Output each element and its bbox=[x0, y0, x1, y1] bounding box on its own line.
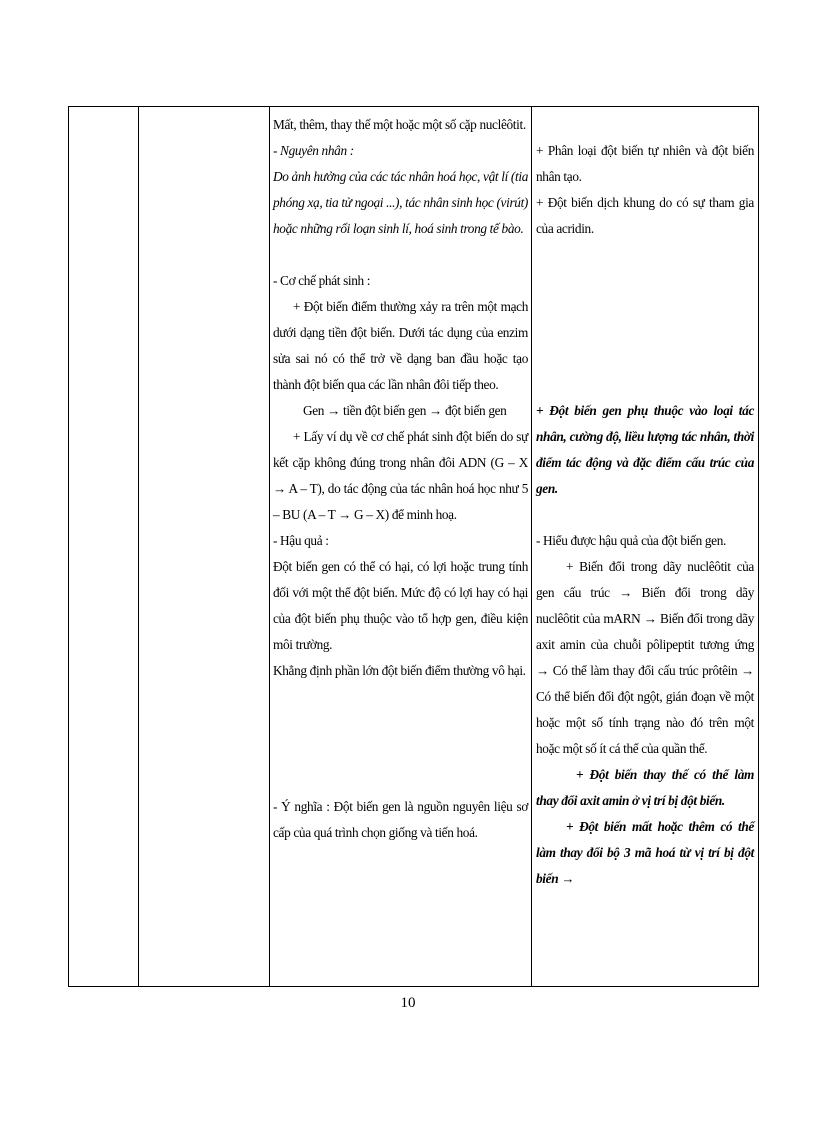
cause-heading: - Nguyên nhân : bbox=[273, 143, 354, 158]
table-cell-notes bbox=[532, 107, 759, 987]
understand-consequence-note: - Hiểu được hậu quả của đột biến gen. bbox=[536, 533, 726, 548]
consequence-text: Đột biến gen có thể có hại, có lợi hoặc trung tính đối với một thể đột biến. Mức độ có lợi hay có hại của đột biến phụ thuộc vào tổ hợp gen, điều kiện môi trường. bbox=[273, 559, 528, 652]
table-cell-content bbox=[270, 107, 532, 987]
mechanism-point-2: + Lấy ví dụ về cơ chế phát sinh đột biến do sự kết cặp không đúng trong nhân đôi ADN (G – X → A – T), do tác động của tác nhân hoá học như 5 – BU (A – T → G – X) để minh hoạ. bbox=[273, 429, 528, 522]
page-number: 10 bbox=[400, 995, 416, 1011]
table-cell-col2 bbox=[139, 107, 270, 987]
frameshift-note: + Đột biến dịch khung do có sự tham gia của acridin. bbox=[536, 195, 754, 236]
mechanism-flow: Gen → tiền đột biến gen → đột biến gen bbox=[303, 403, 507, 418]
mechanism-point-1: + Đột biến điểm thường xảy ra trên một mạch dưới dạng tiền đột biến. Dưới tác dụng của enzim sửa sai nó có thể trở về dạng ban đầu hoặc tạo thành đột biến qua các lần nhân đôi tiếp theo. bbox=[273, 299, 528, 392]
table-cell-col1 bbox=[69, 107, 139, 987]
deletion-insertion-note: + Đột biến mất hoặc thêm có thể làm thay đổi bộ 3 mã hoá từ vị trí bị đột biến → bbox=[536, 819, 754, 886]
mutation-types-line: Mất, thêm, thay thế một hoặc một số cặp nuclêôtit. bbox=[273, 117, 526, 132]
lesson-table bbox=[68, 106, 759, 987]
table-row bbox=[69, 107, 759, 987]
cause-text: Do ảnh hưởng của các tác nhân hoá học, vật lí (tia phóng xạ, tia tử ngoại ...), tác nhân sinh học (virút) hoặc những rối loạn sinh lí, hoá sinh trong tế bào. bbox=[273, 169, 528, 236]
dependency-note: + Đột biến gen phụ thuộc vào loại tác nhân, cường độ, liều lượng tác nhân, thời điểm tác động và đặc điểm cấu trúc của gen. bbox=[536, 403, 754, 496]
mechanism-heading: - Cơ chế phát sinh : bbox=[273, 273, 371, 288]
classification-note: + Phân loại đột biến tự nhiên và đột biến nhân tạo. bbox=[536, 143, 754, 184]
significance-text: - Ý nghĩa : Đột biến gen là nguồn nguyên liệu sơ cấp của quá trình chọn giống và tiến hoá. bbox=[273, 799, 528, 840]
consequence-conclusion: Khẳng định phần lớn đột biến điểm thường vô hại. bbox=[273, 663, 526, 678]
substitution-note: + Đột biến thay thế có thể làm thay đổi axit amin ở vị trí bị đột biến. bbox=[536, 767, 754, 808]
change-chain-note: + Biến đổi trong dãy nuclêôtit của gen cấu trúc → Biến đổi trong dãy nuclêôtit của mARN → Biến đổi trong dãy axit amin của chuỗi pôlipeptit tương ứng → Có thể làm thay đổi cấu trúc prôtêin → Có thể biến đổi đột ngột, gián đoạn về một hoặc một số tính trạng nào đó trên một hoặc một số ít cá thể của quần thể. bbox=[536, 559, 754, 756]
consequence-heading: - Hậu quả : bbox=[273, 533, 329, 548]
